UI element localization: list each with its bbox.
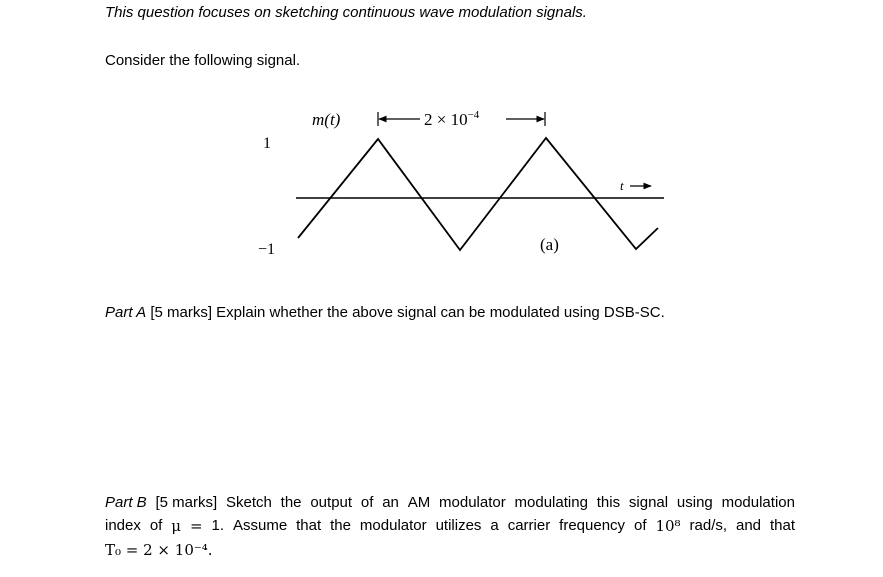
word: frequency (559, 517, 626, 534)
part-a-label: Part A (105, 304, 147, 321)
word: modulator (439, 494, 506, 511)
word: that (769, 517, 795, 534)
y-max-label: 1 (263, 135, 271, 152)
word: an (382, 494, 399, 511)
word: Assume (232, 517, 288, 534)
word: output (310, 494, 353, 511)
word: modulating (514, 494, 588, 511)
figure-caption: (a) (540, 235, 559, 254)
word: and (735, 517, 762, 534)
word: the (280, 494, 302, 511)
part-b-line-3: T₀ = 2 × 10⁻⁴. (105, 541, 213, 559)
word: index (105, 517, 141, 534)
part-a-marks: [5 marks] (150, 304, 212, 321)
word: modulation (721, 494, 795, 511)
part-b-label: Part B (105, 494, 147, 511)
word: carrier (507, 517, 551, 534)
word: signal (628, 494, 669, 511)
word: this (596, 494, 621, 511)
word: utilizes (435, 517, 482, 534)
part-a-question (105, 304, 665, 321)
word: modulator (359, 517, 427, 534)
triangle-waveform (298, 138, 658, 250)
signal-label: m(t) (312, 110, 341, 129)
time-label: t (620, 178, 624, 193)
word: the (330, 517, 351, 534)
word: of (360, 494, 374, 511)
word: using (676, 494, 713, 511)
part-b-marks: [5 marks] (155, 494, 218, 511)
intro-text: This question focuses on sketching continuous wave modulation signals. (105, 4, 587, 21)
part-b-line-1 (105, 494, 795, 511)
y-min-label: −1 (258, 241, 276, 258)
consider-text: Consider the following signal. (105, 52, 301, 69)
word: that (296, 517, 322, 534)
word: of (149, 517, 163, 534)
part-b-line-2 (105, 517, 795, 535)
period-label: $2 \times 10^{-4}$ (424, 109, 480, 129)
mu-symbol: μ (171, 517, 182, 535)
word: AM (407, 494, 431, 511)
part-a-text: Explain whether the above signal can be modulated using DSB-SC. (216, 304, 665, 321)
carrier-frequency-value: 10⁸ (655, 517, 681, 535)
word: Sketch (226, 494, 272, 511)
word: rad/s, (689, 517, 728, 534)
equals-sign: = (189, 517, 203, 535)
word: a (490, 517, 499, 534)
word: of (633, 517, 647, 534)
word: 1. (211, 517, 225, 534)
